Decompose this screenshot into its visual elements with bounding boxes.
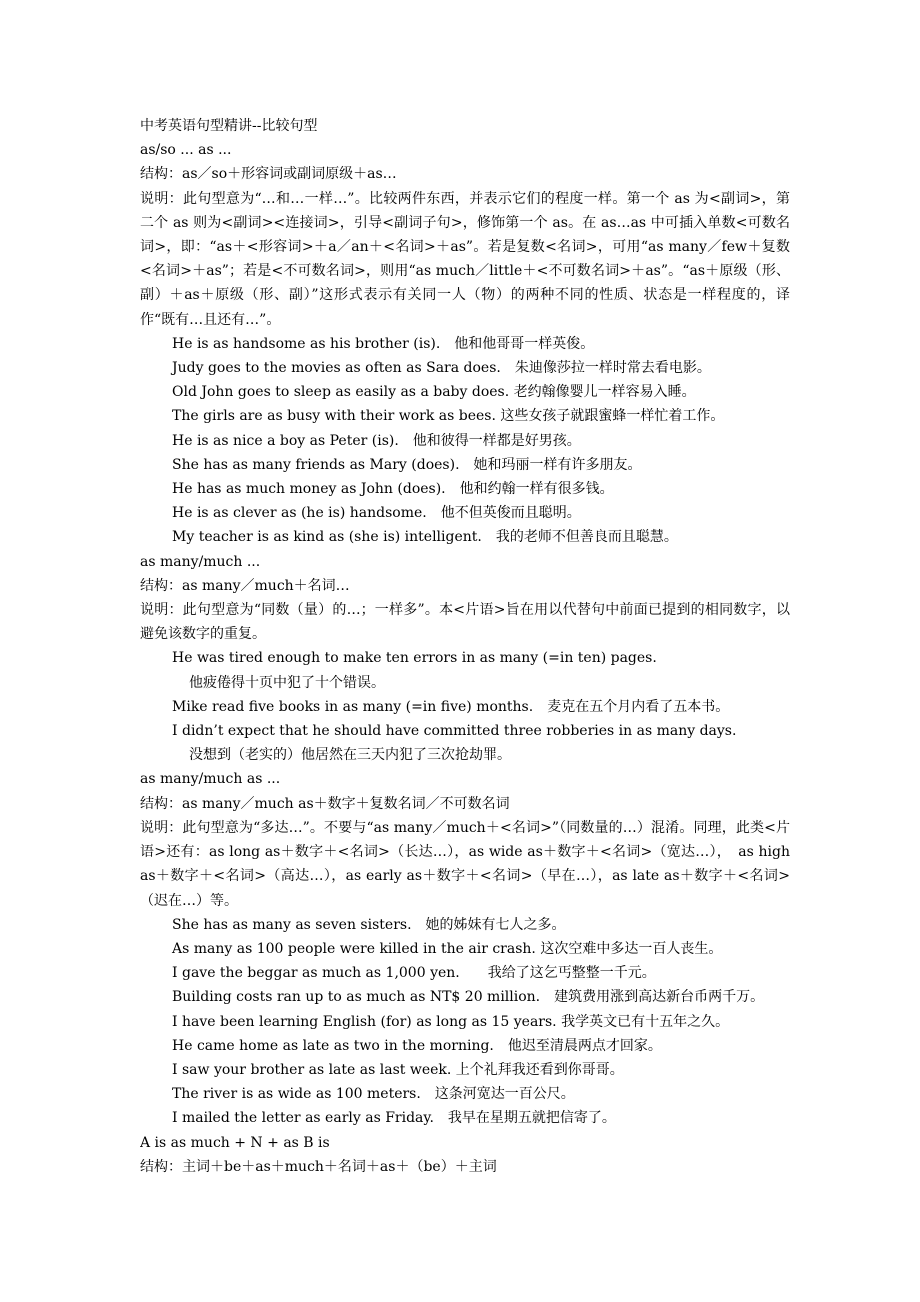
explanation-paragraph: 说明：此句型意为“…和…一样…”。比较两件东西，并表示它们的程度一样。第一个 as 为<副词>，第二个 as 则为<副词><连接词>，引导<副词子句>，修饰第一个 as。在 as…as 中可插入单数<可数名词>，即：“as＋<形容词>＋a／an＋<名词>＋as”。若是复数<名词>，可用“as many／few＋复数 <名词>＋as”；若是<不可数名词>，则用“as much／little＋<不可数名词>＋as”。“as＋原级（形、副）＋as＋原级（形、副）”这形式表示有关同一人（物）的两种不同的性质、状态是一样程度的，译作“既有…且还有…”。 — [140, 190, 790, 328]
example-sentence: He came home as late as two in the morning. 他迟至清晨两点才回家。 — [172, 1037, 662, 1054]
example-sentence: As many as 100 people were killed in the air crash. 这次空难中多达一百人丧生。 — [172, 940, 723, 957]
example-sentence: I mailed the letter as early as Friday. 我早在星期五就把信寄了。 — [172, 1110, 616, 1127]
section-heading: as many/much ... — [140, 553, 261, 570]
example-translation: 他疲倦得十页中犯了十个错误。 — [189, 674, 385, 691]
example-translation: 没想到（老实的）他居然在三天内犯了三次抢劫罪。 — [189, 747, 511, 764]
example-sentence: He is as nice a boy as Peter (is). 他和彼得一样都是好男孩。 — [172, 432, 581, 449]
section-heading: as/so ... as ... — [140, 142, 232, 159]
explanation-paragraph: 说明：此句型意为“多达…”。不要与“as many／much＋<名词>”（同数量的…）混淆。同理，此类<片语>还有：as long as＋数字＋<名词>（长达…），as wide as＋数字＋<名词>（宽达…）， as high as＋数字＋<名词>（高达…），as early as＋数字＋<名词>（早在…），as late as＋数字＋<名词>（迟在…）等。 — [140, 819, 790, 909]
example-sentence: Mike read five books in as many (=in five) months. 麦克在五个月内看了五本书。 — [172, 698, 730, 715]
example-sentence: He has as much money as John (does). 他和约翰一样有很多钱。 — [172, 481, 614, 498]
section-heading: as many/much as ... — [140, 771, 281, 788]
structure-line: 结构：as many／much＋名词… — [140, 577, 350, 594]
example-sentence: Judy goes to the movies as often as Sara does. 朱迪像莎拉一样时常去看电影。 — [172, 360, 711, 377]
example-sentence: She has as many as seven sisters. 她的姊妹有七人之多。 — [172, 916, 566, 933]
structure-line: 结构：as many／much as＋数字＋复数名词／不可数名词 — [140, 795, 510, 812]
example-sentence: I didn’t expect that he should have committed three robberies in as many days. — [172, 723, 737, 740]
example-sentence: Old John goes to sleep as easily as a baby does. 老约翰像婴儿一样容易入睡。 — [172, 384, 696, 401]
section-heading: A is as much + N + as B is — [140, 1134, 330, 1151]
document-page — [140, 114, 790, 1179]
example-sentence: He is as handsome as his brother (is). 他和他哥哥一样英俊。 — [172, 335, 595, 352]
example-sentence: My teacher is as kind as (she is) intelligent. 我的老师不但善良而且聪慧。 — [172, 529, 678, 546]
structure-line: 结构：as／so＋形容词或副词原级＋as… — [140, 166, 397, 183]
document-title: 中考英语句型精讲--比较句型 — [140, 118, 318, 134]
example-sentence: She has as many friends as Mary (does). 她和玛丽一样有许多朋友。 — [172, 456, 642, 473]
example-sentence: I gave the beggar as much as 1,000 yen. 我给了这乞丐整整一千元。 — [172, 965, 656, 982]
example-sentence: The river is as wide as 100 meters. 这条河宽达一百公尺。 — [172, 1086, 575, 1103]
example-sentence: Building costs ran up to as much as NT$ 20 million. 建筑费用涨到高达新台币两千万。 — [172, 989, 765, 1006]
structure-line: 结构：主词＋be＋as＋much＋名词＋as＋（be）＋主词 — [140, 1158, 497, 1175]
explanation-paragraph: 说明：此句型意为“同数（量）的…；一样多”。本<片语>旨在用以代替句中前面已提到的相同数字，以避免该数字的重复。 — [140, 602, 790, 643]
example-sentence: The girls are as busy with their work as bees. 这些女孩子就跟蜜蜂一样忙着工作。 — [172, 408, 725, 425]
example-sentence: I have been learning English (for) as long as 15 years. 我学英文已有十五年之久。 — [172, 1013, 730, 1030]
example-sentence: I saw your brother as late as last week. 上个礼拜我还看到你哥哥。 — [172, 1061, 624, 1078]
example-sentence: He was tired enough to make ten errors in as many (=in ten) pages. — [172, 650, 657, 667]
example-sentence: He is as clever as (he is) handsome. 他不但英俊而且聪明。 — [172, 505, 581, 522]
